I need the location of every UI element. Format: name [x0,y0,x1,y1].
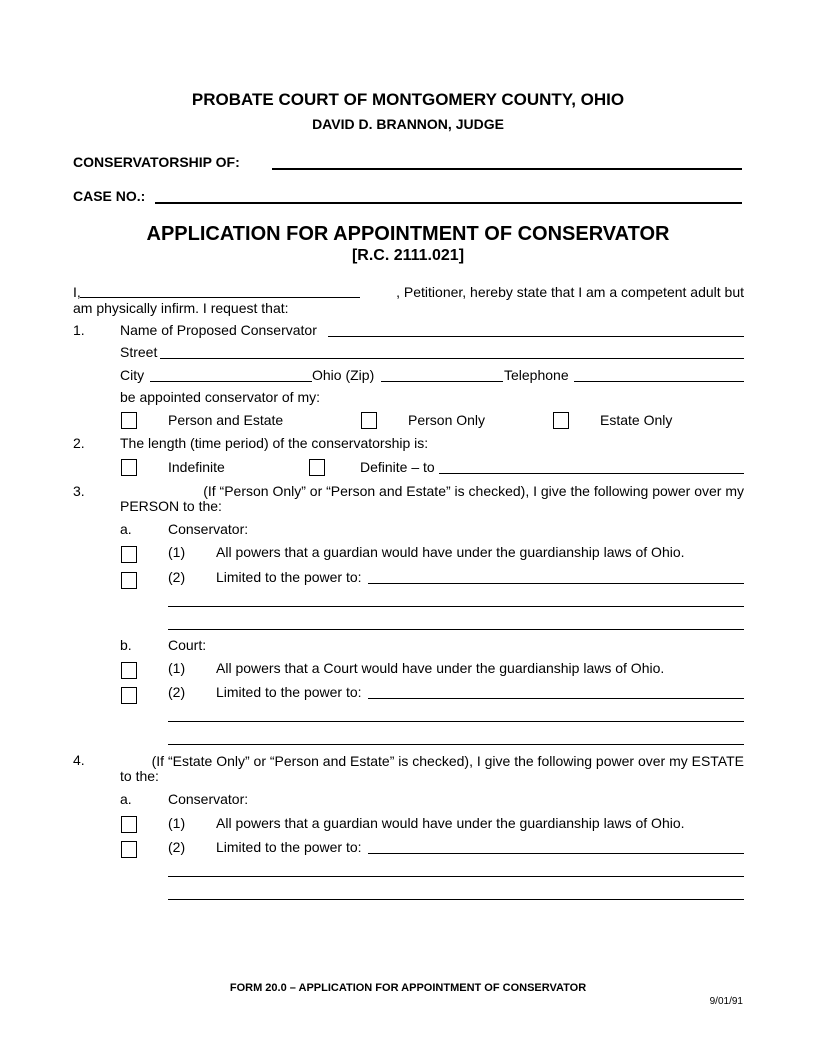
item3a2-text: Limited to the power to: [216,569,362,585]
item3b2-field[interactable] [368,698,744,699]
item3b1-text: All powers that a Court would have under the guardianship laws of Ohio. [216,660,665,676]
item4a1-number: (1) [168,815,186,831]
person-only-checkbox[interactable] [361,412,377,429]
item4a1-text: All powers that a guardian would have under the guardianship laws of Ohio. [216,815,685,831]
item4a-label: a. [120,791,132,807]
item3a2-number: (2) [168,569,186,585]
zip-field[interactable] [381,381,503,382]
case-no-field[interactable] [155,202,742,204]
item4-line1: (If “Estate Only” or “Person and Estate” is checked), I give the following power over my ESTATE [151,753,744,769]
item3-number: 3. [73,483,85,499]
item3a2-field-line3[interactable] [168,629,744,630]
item4a2-number: (2) [168,839,186,855]
intro-line1: , Petitioner, hereby state that I am a competent adult but [396,284,744,300]
form-title: APPLICATION FOR APPOINTMENT OF CONSERVATOR [146,223,670,245]
petitioner-name-field[interactable] [80,297,360,298]
item4a1-checkbox[interactable] [121,816,137,833]
item4-number: 4. [73,752,85,768]
item3b1-number: (1) [168,660,186,676]
street-field[interactable] [160,358,744,359]
person-only-label: Person Only [408,412,486,428]
item1-number: 1. [73,322,85,338]
item4a2-text: Limited to the power to: [216,839,362,855]
intro-i: I, [73,284,81,300]
item2-number: 2. [73,435,85,451]
item3a1-number: (1) [168,544,186,560]
definite-checkbox[interactable] [309,459,325,476]
item3b2-number: (2) [168,684,186,700]
item3b-label: b. [120,637,132,653]
item3b2-field-line2[interactable] [168,721,744,722]
judge-name: DAVID D. BRANNON, JUDGE [312,116,504,132]
footer-date: 9/01/91 [709,996,743,1007]
item4a2-field-line2[interactable] [168,876,744,877]
item4a2-field[interactable] [368,853,744,854]
intro-line2: am physically infirm. I request that: [73,300,289,316]
item3a1-checkbox[interactable] [121,546,137,563]
item4-line2: to the: [120,768,159,784]
conservatorship-label: CONSERVATORSHIP OF: [73,154,240,170]
definite-label: Definite – to [360,459,435,475]
footer-form-title: FORM 20.0 – APPLICATION FOR APPOINTMENT OF CONSERVATOR [229,982,587,994]
estate-only-label: Estate Only [600,412,673,428]
item3-line2: PERSON to the: [120,498,222,514]
item3a-title: Conservator: [168,521,249,537]
court-name: PROBATE COURT OF MONTGOMERY COUNTY, OHIO [191,90,625,109]
item3b1-checkbox[interactable] [121,662,137,679]
person-and-estate-checkbox[interactable] [121,412,137,429]
definite-date-field[interactable] [439,473,744,474]
telephone-label: Telephone [504,367,569,383]
appointed-text: be appointed conservator of my: [120,389,321,405]
item3a-label: a. [120,521,132,537]
item3-line1: (If “Person Only” or “Person and Estate” is checked), I give the following power over my [203,483,744,499]
indefinite-checkbox[interactable] [121,459,137,476]
zip-label: Ohio (Zip) [312,367,375,383]
conservatorship-field[interactable] [272,168,742,170]
proposed-conservator-label: Name of Proposed Conservator [120,322,317,338]
item2-text: The length (time period) of the conservatorship is: [120,435,429,451]
item4a2-field-line3[interactable] [168,899,744,900]
city-label: City [120,367,145,383]
item3b-title: Court: [168,637,207,653]
item3a2-field[interactable] [368,583,744,584]
item4a-title: Conservator: [168,791,249,807]
indefinite-label: Indefinite [168,459,225,475]
item3a2-field-line2[interactable] [168,606,744,607]
person-and-estate-label: Person and Estate [168,412,284,428]
telephone-field[interactable] [574,381,744,382]
item3a1-text: All powers that a guardian would have under the guardianship laws of Ohio. [216,544,685,560]
estate-only-checkbox[interactable] [553,412,569,429]
city-field[interactable] [150,381,312,382]
case-no-label: CASE NO.: [73,188,146,204]
item3b2-field-line3[interactable] [168,744,744,745]
street-label: Street [120,344,158,360]
item3a2-checkbox[interactable] [121,572,137,589]
item3b2-checkbox[interactable] [121,687,137,704]
statute-ref: [R.C. 2111.021] [351,247,465,264]
proposed-conservator-field[interactable] [328,336,744,337]
item4a2-checkbox[interactable] [121,841,137,858]
item3b2-text: Limited to the power to: [216,684,362,700]
